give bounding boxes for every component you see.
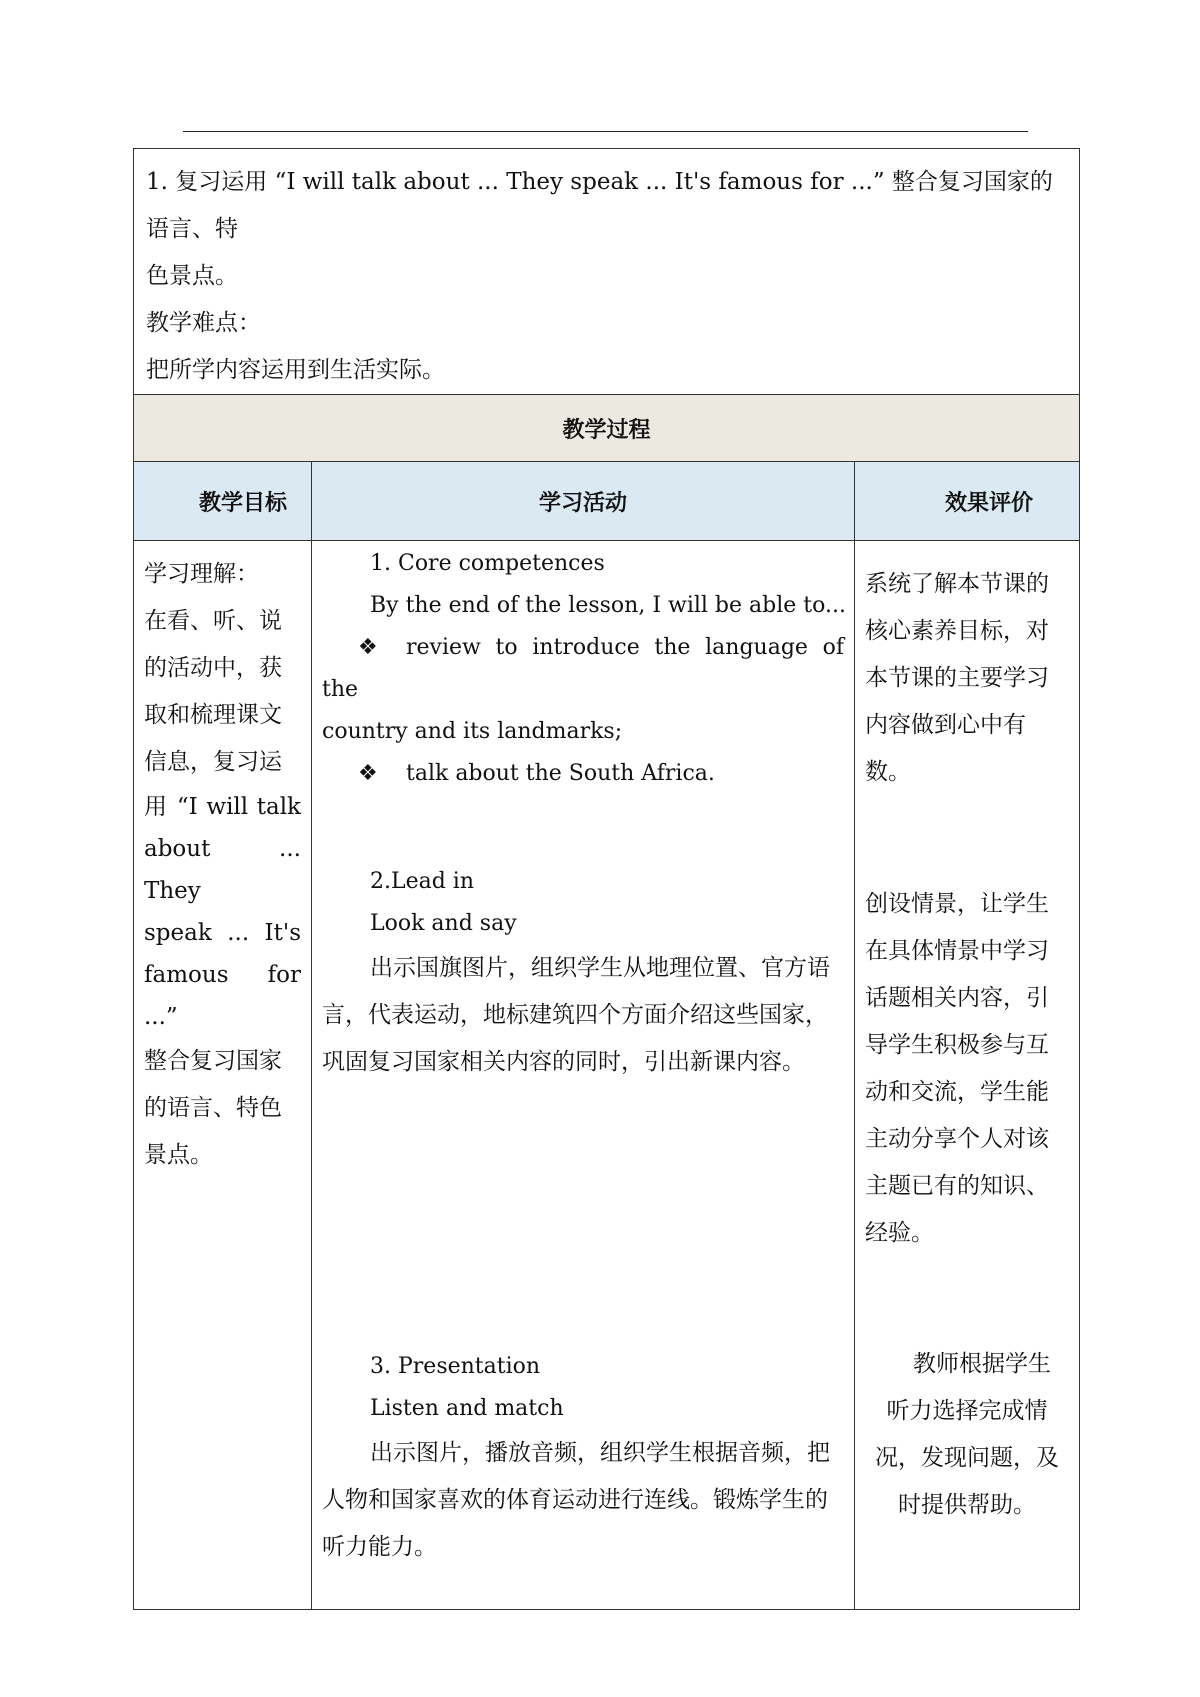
goal-line: about ... They xyxy=(144,836,301,904)
intro-cell xyxy=(134,149,1080,395)
bullet-text: review to introduce the language of the xyxy=(322,635,844,702)
column-header-evaluation: 效果评价 xyxy=(855,462,1080,541)
evaluation-block-3 xyxy=(855,1341,1079,1529)
activity-block-1 xyxy=(312,543,854,795)
goal-line: 景点。 xyxy=(144,1142,213,1168)
evaluation-block-2 xyxy=(855,881,1079,1257)
evaluation-line: 本节课的主要学习 xyxy=(865,665,1049,691)
bullet-text: talk about the South Africa. xyxy=(406,761,715,786)
activity-subheading: Look and say xyxy=(370,911,517,936)
activity-block-3 xyxy=(312,1346,854,1571)
header-rule xyxy=(183,131,1028,132)
activity-heading: 3. Presentation xyxy=(370,1354,541,1379)
intro-line: 1. 复习运用 “I will talk about ... They speak ... It's famous for ...” 整合复习国家的语言、特 xyxy=(146,169,1053,242)
column-header-row xyxy=(134,462,1080,541)
evaluation-line: 时提供帮助。 xyxy=(898,1492,1036,1518)
intro-line: 色景点。 xyxy=(146,263,238,289)
goal-cell xyxy=(134,541,312,1610)
goal-line: 的活动中，获 xyxy=(144,655,282,681)
activity-block-2 xyxy=(312,861,854,1086)
evaluation-line: 话题相关内容，引 xyxy=(865,985,1049,1011)
evaluation-line: 在具体情景中学习 xyxy=(865,938,1049,964)
bullet-item xyxy=(312,627,854,711)
activity-cell xyxy=(312,541,855,1610)
intro-row xyxy=(134,149,1080,395)
bullet-continuation: country and its landmarks; xyxy=(322,719,623,744)
activity-paragraph: 出示图片，播放音频，组织学生根据音频，把人物和国家喜欢的体育运动进行连线。锻炼学生的听力能力。 xyxy=(322,1440,830,1560)
goal-line: 信息，复习运 xyxy=(144,749,282,775)
section-row xyxy=(134,395,1080,462)
activity-paragraph: 出示国旗图片，组织学生从地理位置、官方语言，代表运动，地标建筑四个方面介绍这些国家，巩固复习国家相关内容的同时，引出新课内容。 xyxy=(322,955,830,1075)
goal-line: 用 “I will talk xyxy=(144,794,301,820)
difficulty-text: 把所学内容运用到生活实际。 xyxy=(146,357,445,383)
evaluation-line: 况，发现问题，及 xyxy=(875,1445,1059,1471)
goal-line: 取和梳理课文 xyxy=(144,702,282,728)
activity-heading: 1. Core competences xyxy=(370,551,605,576)
evaluation-cell xyxy=(855,541,1080,1610)
goal-label: 学习理解： xyxy=(144,561,259,587)
goal-line: 在看、听、说 xyxy=(144,608,282,634)
goal-line: 整合复习国家 xyxy=(144,1048,282,1074)
diamond-bullet-icon: ❖ xyxy=(358,635,378,660)
evaluation-line: 数。 xyxy=(865,759,911,785)
evaluation-line: 听力选择完成情 xyxy=(886,1398,1048,1424)
difficulty-label: 教学难点： xyxy=(146,310,261,336)
evaluation-line: 主动分享个人对该 xyxy=(865,1126,1049,1152)
goal-line: famous for ...” xyxy=(144,962,301,1030)
activity-subheading: By the end of the lesson, I will be able to... xyxy=(370,593,846,618)
activity-heading: 2.Lead in xyxy=(370,869,475,894)
evaluation-line: 核心素养目标，对 xyxy=(865,618,1049,644)
column-header-activity: 学习活动 xyxy=(312,462,855,541)
evaluation-line: 经验。 xyxy=(865,1220,934,1246)
evaluation-line: 教师根据学生 xyxy=(913,1351,1051,1377)
bullet-item xyxy=(312,753,854,795)
lesson-plan-table xyxy=(133,148,1080,1610)
evaluation-block-1 xyxy=(855,561,1079,796)
evaluation-line: 主题已有的知识、 xyxy=(865,1173,1049,1199)
body-row xyxy=(134,541,1080,1610)
evaluation-line: 系统了解本节课的 xyxy=(865,571,1049,597)
column-header-goal: 教学目标 xyxy=(134,462,312,541)
evaluation-line: 创设情景，让学生 xyxy=(865,891,1049,917)
goal-line: 的语言、特色 xyxy=(144,1095,282,1121)
evaluation-line: 动和交流，学生能 xyxy=(865,1079,1049,1105)
evaluation-line: 内容做到心中有 xyxy=(865,712,1026,738)
evaluation-line: 导学生积极参与互 xyxy=(865,1032,1049,1058)
goal-line: speak ... It's xyxy=(144,920,301,946)
section-title: 教学过程 xyxy=(134,395,1080,462)
activity-subheading: Listen and match xyxy=(370,1396,564,1421)
diamond-bullet-icon: ❖ xyxy=(358,761,378,786)
